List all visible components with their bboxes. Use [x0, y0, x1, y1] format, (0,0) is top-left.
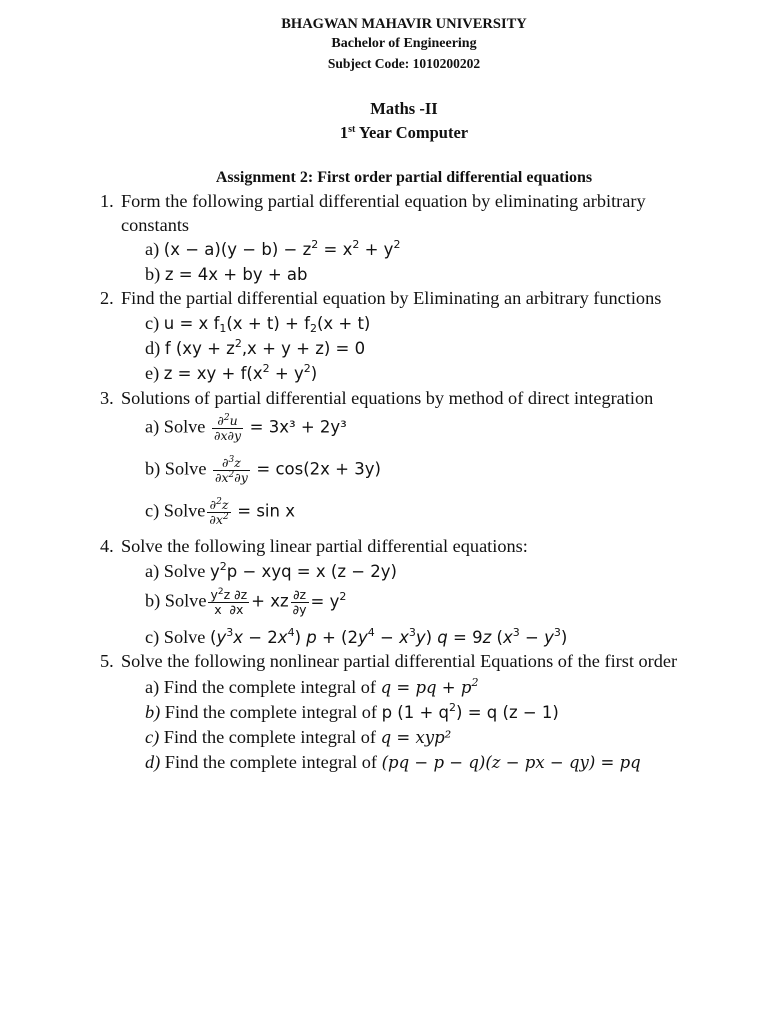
subject-title: Maths -II	[370, 99, 438, 118]
university-name: BHAGWAN MAHAVIR UNIVERSITY	[281, 16, 527, 32]
question-5: 5. Solve the following nonlinear partial differential Equations of the first order	[100, 651, 678, 671]
question-2d: d) f $(xy + z^2,x + y + z) = 0$	[145, 337, 366, 358]
assignment-title: Assignment 2: First order partial differential equations	[215, 169, 593, 186]
degree-name: Bachelor of Engineering	[331, 36, 477, 51]
question-5d: d) Find the complete integral of (pq − p − q)(z − px − qy) = pq	[145, 752, 641, 772]
question-4: 4. Solve the following linear partial differential equations:	[100, 536, 528, 556]
question-5b: b) Find the complete integral of p $(1 + q^2) = q$ (z − 1)	[145, 701, 559, 722]
question-3: 3. Solutions of partial differential equations by method of direct integration	[100, 388, 654, 408]
question-2: 2. Find the partial differential equation by Eliminating an arbitrary functions	[100, 288, 662, 308]
question-3c: c) Solve $\frac{\partial^2z}{\partial x^2}$ = sin x	[145, 497, 295, 527]
question-1b: b) z = 4x + by + ab	[145, 264, 308, 284]
year-title: 1st Year Computer	[339, 123, 469, 142]
question-1-continuation: constants	[121, 215, 190, 235]
question-4a: a) Solve $y^2p$ − xyq = x (z − 2y)	[145, 560, 397, 581]
question-1a: a) $(x - a)(y - b) - z^2 = x^2 + y^2$	[145, 238, 401, 259]
subject-code: Subject Code: 1010200202	[327, 56, 481, 71]
question-5c: c) Find the complete integral of q = xyp²	[145, 727, 452, 747]
question-5a: a) Find the complete integral of q = pq + $p^2$	[145, 676, 479, 697]
question-1: 1. Form the following partial differential equation by eliminating arbitrary	[100, 191, 646, 211]
question-2c: c) u = x $f_1(x + t) + f_2(x + t)$	[145, 313, 371, 335]
question-4b: b) Solve $\frac{y^2z \partial z}{x \partial x}$ + xz $\frac{\partial z}{\partial y}$ = $y^2$	[145, 587, 347, 617]
question-2e: e) z = xy + $f(x^2 + y^2)$	[145, 362, 318, 383]
question-3b: b) Solve $\frac{\partial^3z}{\partial x^2\partial y}$ = cos(2x + 3y)	[145, 455, 381, 485]
question-4c: c) Solve $(y^3x - 2x^4) p + (2y^4 - x^3y) q = 9z$ $(x^3 - y^3)$	[145, 626, 568, 647]
question-3a: a) Solve $\frac{\partial^2u}{\partial x\partial y}$ = 3x³ + 2y³	[145, 413, 347, 443]
